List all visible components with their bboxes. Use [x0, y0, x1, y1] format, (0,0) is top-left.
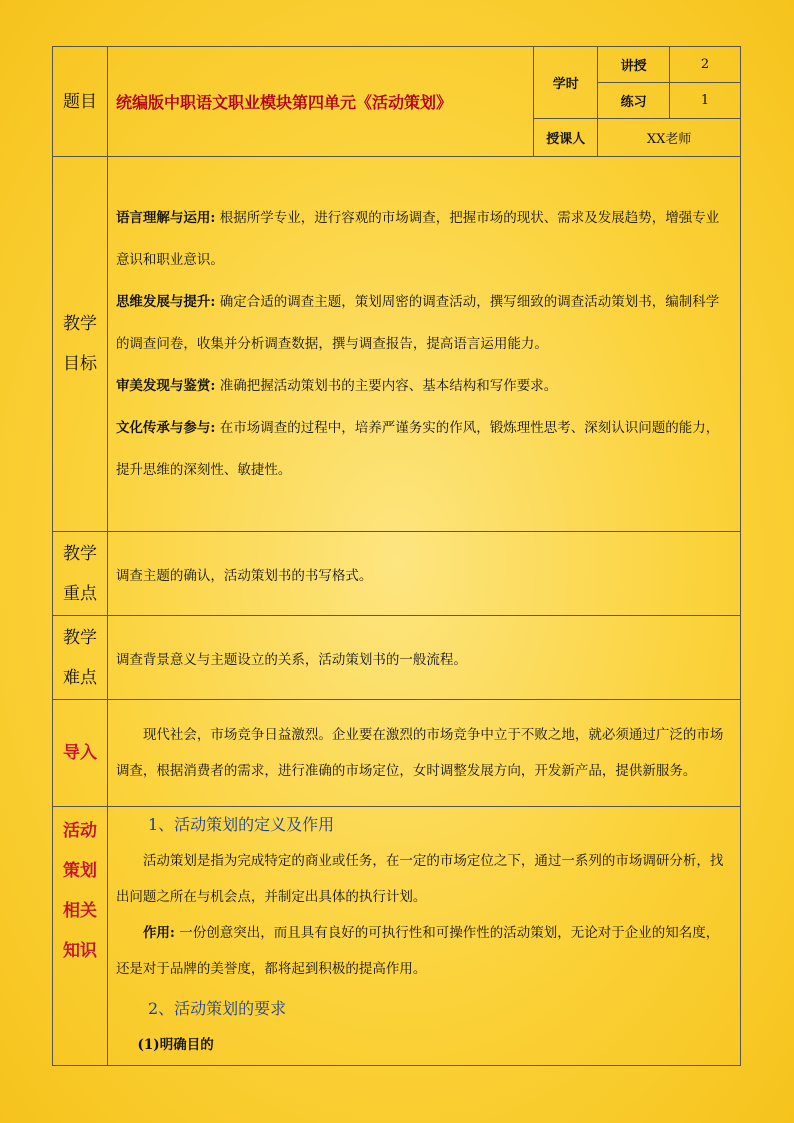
teacher-value: XX老师 [598, 119, 741, 157]
goal-item [116, 365, 732, 407]
practice-value: 1 [670, 83, 741, 119]
difficulty-label [53, 616, 108, 700]
goals-content [107, 157, 740, 532]
knowledge-subheading: (1)明确目的 [137, 1037, 214, 1053]
hours-label: 学时 [534, 47, 598, 119]
lesson-plan-table [52, 46, 741, 1066]
knowledge-heading-1: 1、活动策划的定义及作用 [147, 815, 335, 834]
knowledge-text: 一份创意突出，而且具有良好的可执行性和可操作性的活动策划，无论对于企业的知名度，还是对于品牌的美誉度，都将起到积极的提高作用。 [115, 925, 720, 977]
difficulty-label-line1: 教学 [62, 627, 97, 648]
goal-text: 在市场调查的过程中，培养严谨务实的作风，锻炼理性思考、深刻认识问题的能力，提升思维的深刻性、敏捷性。 [115, 420, 720, 478]
knowledge-label-line: 知识 [62, 941, 97, 961]
knowledge-label [53, 807, 108, 1066]
knowledge-key: 作用: [142, 925, 175, 941]
focus-label-line1: 教学 [62, 543, 97, 564]
goals-label [53, 157, 108, 532]
goals-label-line2: 目标 [62, 354, 97, 374]
goal-text: 根据所学专业，进行容观的市场调查，把握市场的现状、需求及发展趋势，增强专业意识和职业意识。 [115, 210, 720, 268]
difficulty-text: 调查背景意义与主题设立的关系，活动策划书的一般流程。 [107, 616, 740, 700]
intro-content [107, 700, 740, 807]
topic-label: 题目 [53, 47, 108, 157]
lesson-title: 统编版中职语文职业模块第四单元《活动策划》 [107, 47, 533, 157]
knowledge-content [107, 807, 740, 1066]
knowledge-label-line: 活动 [62, 821, 97, 841]
goal-key: 语言理解与运用: [115, 210, 216, 226]
lecture-label: 讲授 [598, 47, 670, 83]
goals-label-line1: 教学 [62, 314, 97, 334]
knowledge-paragraph [116, 915, 732, 987]
goal-key: 思维发展与提升: [115, 294, 216, 310]
goal-item [116, 407, 732, 491]
knowledge-paragraph: 活动策划是指为完成特定的商业或任务，在一定的市场定位之下，通过一系列的市场调研分析，找出问题之所在与机会点，并制定出具体的执行计划。 [115, 853, 724, 905]
goal-text: 确定合适的调查主题，策划周密的调查活动，撰写细致的调查活动策划书，编制科学的调查问卷，收集并分析调查数据，撰与调查报告，提高语言运用能力。 [115, 294, 720, 352]
goal-text: 准确把握活动策划书的主要内容、基本结构和写作要求。 [215, 378, 558, 394]
goal-key: 审美发现与鉴赏: [115, 378, 216, 394]
focus-label [53, 532, 108, 616]
goal-item [116, 281, 732, 365]
practice-label: 练习 [598, 83, 670, 119]
focus-text: 调查主题的确认，活动策划书的书写格式。 [107, 532, 740, 616]
focus-label-line2: 重点 [62, 583, 97, 604]
lecture-value: 2 [670, 47, 741, 83]
knowledge-heading-2: 2、活动策划的要求 [147, 999, 287, 1018]
goal-item [116, 197, 732, 281]
intro-label: 导入 [53, 700, 108, 807]
goal-key: 文化传承与参与: [115, 420, 216, 436]
knowledge-label-line: 策划 [62, 861, 97, 881]
difficulty-label-line2: 难点 [62, 667, 97, 688]
knowledge-label-line: 相关 [62, 901, 97, 921]
teacher-label: 授课人 [534, 119, 598, 157]
intro-text: 现代社会，市场竞争日益激烈。企业要在激烈的市场竞争中立于不败之地，就必须通过广泛的市场调查，根据消费者的需求，进行准确的市场定位，女时调整发展方向，开发新产品，提供新服务。 [115, 727, 724, 779]
